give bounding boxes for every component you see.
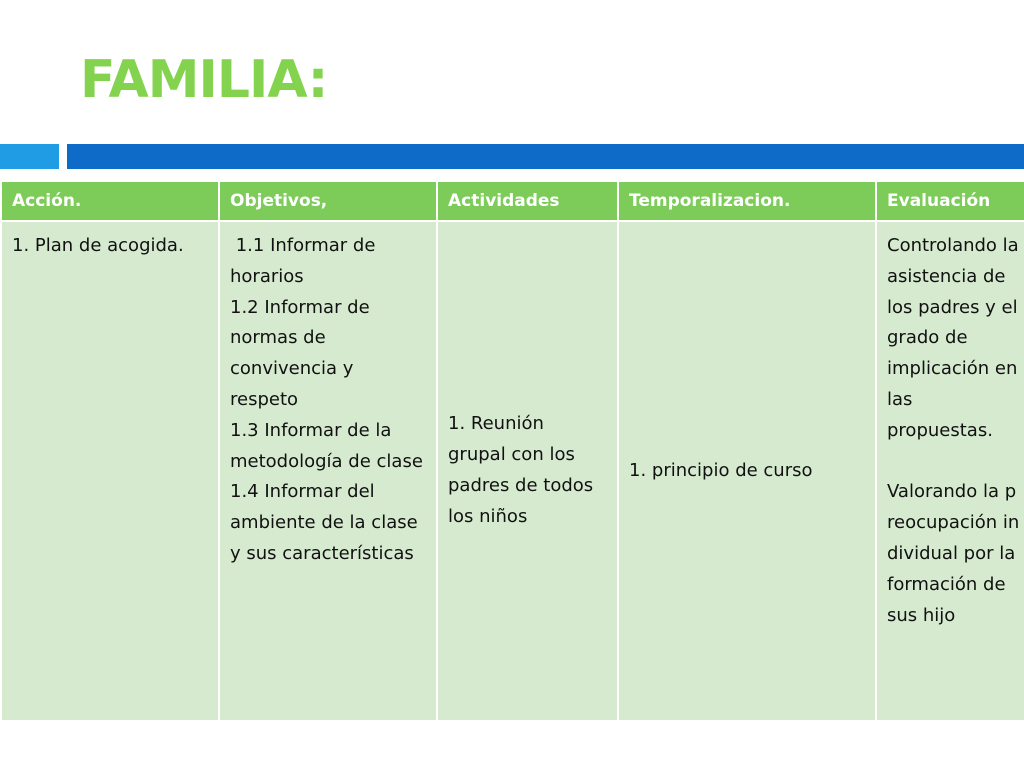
accent-bar-dark — [67, 144, 1024, 169]
cell-actividades: 1. Reunión grupal con los padres de todos los niños — [437, 221, 618, 721]
table-header-row — [1, 181, 1024, 221]
objective-item: 1.4 Informar del ambiente de la clase y sus características — [230, 481, 418, 564]
evaluation-spacer — [887, 447, 1020, 478]
header-evaluacion: Evaluación — [876, 181, 1024, 221]
cell-temporalizacion: 1. principio de curso — [618, 221, 876, 721]
header-accion: Acción. — [1, 181, 219, 221]
accent-bar-light — [0, 144, 59, 169]
slide-title: FAMILIA: — [80, 50, 328, 110]
objective-item: 1.1 Informar de horarios — [230, 235, 382, 287]
family-plan-table — [0, 180, 1024, 722]
cell-objetivos — [219, 221, 437, 721]
header-actividades: Actividades — [437, 181, 618, 221]
table-row — [1, 221, 1024, 721]
header-temporalizacion: Temporalizacion. — [618, 181, 876, 221]
cell-accion: 1. Plan de acogida. — [1, 221, 219, 721]
header-objetivos: Objetivos, — [219, 181, 437, 221]
objective-item: 1.3 Informar de la metodología de clase — [230, 419, 423, 472]
objective-item: 1.2 Informar de normas de convivencia y respeto — [230, 296, 370, 410]
evaluation-item: Controlando la asistencia de los padres y el grado de implicación en las propuestas. — [887, 235, 1019, 441]
cell-evaluacion — [876, 221, 1024, 721]
evaluation-item: Valorando la preocupación individual por la formación de sus hijo — [887, 481, 1020, 626]
